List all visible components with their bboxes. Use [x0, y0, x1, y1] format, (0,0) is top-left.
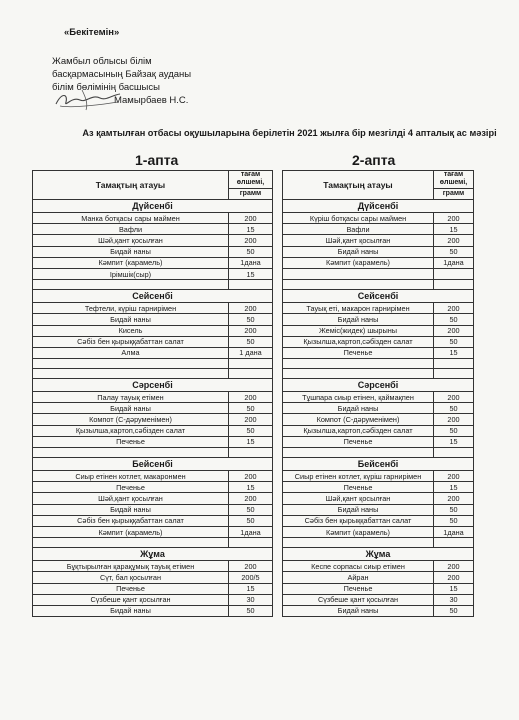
dish-name: Печенье: [283, 436, 434, 447]
portion-size: 30: [229, 594, 273, 605]
table-row: [283, 246, 474, 257]
table-row: [33, 403, 273, 414]
spacer-row: [33, 538, 273, 548]
table-row: [283, 561, 474, 572]
week-1-title: 1-апта: [135, 152, 179, 168]
dish-name: Компот (С-дәруменімен): [33, 414, 229, 425]
dish-name: Вафли: [283, 224, 434, 235]
dish-name: Сүзбеше қант қосылған: [283, 594, 434, 605]
table-row: [283, 213, 474, 224]
portion-size: 200: [434, 235, 474, 246]
day-name: Сәрсенбі: [283, 379, 474, 392]
day-header-row: [33, 290, 273, 303]
dish-name: Бидай наны: [33, 314, 229, 325]
table-row: [33, 224, 273, 235]
table-row: [33, 325, 273, 336]
spacer-cell: [434, 280, 474, 290]
table-row: [33, 347, 273, 358]
spacer-row: [33, 359, 273, 369]
signature-icon: [52, 86, 122, 112]
spacer-cell: [283, 280, 434, 290]
spacer-cell: [434, 538, 474, 548]
portion-size: 15: [434, 224, 474, 235]
dish-name: Бидай наны: [33, 605, 229, 616]
dish-name: Бидай наны: [283, 605, 434, 616]
dish-name: Шәй,қант қосылған: [283, 235, 434, 246]
dish-name: Күріш ботқасы сары маймен: [283, 213, 434, 224]
table-row: [283, 235, 474, 246]
table-row: [283, 594, 474, 605]
table-row: [283, 257, 474, 268]
portion-size: 50: [229, 246, 273, 257]
dish-name: Печенье: [33, 436, 229, 447]
table-row: [283, 336, 474, 347]
spacer-cell: [434, 448, 474, 458]
portion-size: 50: [229, 605, 273, 616]
portion-size: 200: [229, 493, 273, 504]
dish-name: Бидай наны: [283, 504, 434, 515]
dish-name: Кәмпит (карамель): [33, 257, 229, 268]
spacer-row: [283, 538, 474, 548]
approval-line-3: білім бөлімінің басшысы: [52, 82, 160, 93]
dish-name: Палау тауық етімен: [33, 392, 229, 403]
spacer-cell: [229, 369, 273, 379]
table-row: [283, 605, 474, 616]
spacer-cell: [283, 538, 434, 548]
week-2-title: 2-апта: [352, 152, 396, 168]
spacer-cell: [283, 359, 434, 369]
day-header-row: [283, 379, 474, 392]
portion-size: 1дана: [434, 526, 474, 537]
dish-name: Тефтели, күріш гарнирімен: [33, 303, 229, 314]
portion-size: 30: [434, 594, 474, 605]
approval-signer: Мамырбаев Н.С.: [114, 95, 189, 106]
dish-name: Қызылша,картоп,сәбізден салат: [283, 336, 434, 347]
spacer-cell: [229, 359, 273, 369]
table-row: [283, 224, 474, 235]
dish-name: [283, 268, 434, 279]
portion-size: 15: [229, 482, 273, 493]
dish-name: Манка ботқасы сары маймен: [33, 213, 229, 224]
table-row: [283, 572, 474, 583]
table-row: [33, 268, 273, 279]
portion-size: 200: [229, 471, 273, 482]
dish-name: Бидай наны: [283, 246, 434, 257]
day-name: Дүйсенбі: [283, 200, 474, 213]
dish-name: Шәй,қант қосылған: [33, 235, 229, 246]
table-row: [33, 336, 273, 347]
day-name: Сейсенбі: [283, 290, 474, 303]
portion-size: 15: [229, 436, 273, 447]
day-header-row: [283, 458, 474, 471]
table-row: [33, 493, 273, 504]
portion-size: 15: [229, 268, 273, 279]
spacer-row: [283, 359, 474, 369]
dish-name: Бидай наны: [283, 314, 434, 325]
week-1-menu-table: [32, 170, 273, 617]
dish-name: Печенье: [33, 583, 229, 594]
table-row: [283, 504, 474, 515]
table-row: [283, 268, 474, 279]
day-name: Сейсенбі: [33, 290, 273, 303]
dish-name: Вафли: [33, 224, 229, 235]
portion-size: [434, 268, 474, 279]
dish-name: Кисель: [33, 325, 229, 336]
spacer-row: [33, 369, 273, 379]
table-row: [33, 392, 273, 403]
dish-name: Компот (С-дәруменімен): [283, 414, 434, 425]
table-row: [33, 572, 273, 583]
spacer-row: [283, 369, 474, 379]
dish-name: Бидай наны: [33, 504, 229, 515]
table-row: [33, 482, 273, 493]
portion-size: 50: [229, 504, 273, 515]
portion-size: 50: [434, 515, 474, 526]
dish-name: Сиыр етінен котлет, макаронмен: [33, 471, 229, 482]
dish-name: Қызылша,картоп,сәбізден салат: [33, 425, 229, 436]
dish-name: Айран: [283, 572, 434, 583]
portion-size: 200: [434, 572, 474, 583]
day-header-row: [283, 548, 474, 561]
portion-size: 50: [434, 605, 474, 616]
table-row: [283, 425, 474, 436]
spacer-cell: [229, 448, 273, 458]
portion-size: 200: [434, 493, 474, 504]
portion-size: 50: [229, 515, 273, 526]
column-header-unit: грамм: [229, 188, 273, 199]
table-row: [33, 605, 273, 616]
portion-size: 1дана: [434, 257, 474, 268]
portion-size: 1дана: [229, 526, 273, 537]
portion-size: 1дана: [229, 257, 273, 268]
dish-name: Қызылша,картоп,сәбізден салат: [283, 425, 434, 436]
table-row: [283, 482, 474, 493]
table-row: [33, 425, 273, 436]
day-name: Дүйсенбі: [33, 200, 273, 213]
table-row: [283, 493, 474, 504]
spacer-row: [33, 280, 273, 290]
portion-size: 200: [229, 303, 273, 314]
table-row: [33, 526, 273, 537]
portion-size: 50: [434, 403, 474, 414]
dish-name: Ірімшік(сыр): [33, 268, 229, 279]
table-row: [283, 436, 474, 447]
spacer-row: [283, 448, 474, 458]
dish-name: Бидай наны: [33, 403, 229, 414]
portion-size: 50: [434, 314, 474, 325]
dish-name: Сәбіз бен қырыққабаттан салат: [283, 515, 434, 526]
dish-name: Сәбіз бен қырыққабаттан салат: [33, 515, 229, 526]
spacer-row: [283, 280, 474, 290]
day-header-row: [33, 200, 273, 213]
portion-size: 200: [229, 414, 273, 425]
dish-name: Бұқтырылған қарақұмық тауық етімен: [33, 561, 229, 572]
table-row: [33, 257, 273, 268]
table-row: [283, 515, 474, 526]
approval-line-1: Жамбыл облысы білім: [52, 56, 152, 67]
column-header-norm: тағам өлшемі,: [434, 171, 474, 189]
dish-name: Бидай наны: [283, 403, 434, 414]
column-header-name: Тамақтың атауы: [283, 171, 434, 200]
day-name: Сәрсенбі: [33, 379, 273, 392]
table-row: [33, 235, 273, 246]
dish-name: Шәй,қант қосылған: [33, 493, 229, 504]
portion-size: 50: [434, 425, 474, 436]
portion-size: 15: [229, 224, 273, 235]
portion-size: 200: [229, 561, 273, 572]
dish-name: Печенье: [283, 347, 434, 358]
day-header-row: [283, 200, 474, 213]
portion-size: 200: [434, 414, 474, 425]
dish-name: Бидай наны: [33, 246, 229, 257]
spacer-cell: [229, 280, 273, 290]
spacer-cell: [33, 359, 229, 369]
portion-size: 200: [434, 213, 474, 224]
day-name: Бейсенбі: [283, 458, 474, 471]
portion-size: 50: [229, 336, 273, 347]
day-header-row: [33, 379, 273, 392]
portion-size: 50: [434, 504, 474, 515]
dish-name: Кәмпит (карамель): [33, 526, 229, 537]
column-header-norm: тағам өлшемі,: [229, 171, 273, 189]
portion-size: 200: [434, 325, 474, 336]
portion-size: 200: [434, 392, 474, 403]
portion-size: 200: [229, 325, 273, 336]
dish-name: Сүзбеше қант қосылған: [33, 594, 229, 605]
table-row: [33, 504, 273, 515]
approval-line-2: басқармасының Байзақ ауданы: [52, 69, 192, 80]
dish-name: Алма: [33, 347, 229, 358]
day-header-row: [33, 458, 273, 471]
dish-name: Жеміс(жидек) шырыны: [283, 325, 434, 336]
table-row: [283, 403, 474, 414]
week-2-menu-table: [282, 170, 474, 617]
table-row: [33, 314, 273, 325]
table-row: [33, 414, 273, 425]
table-row: [33, 471, 273, 482]
portion-size: 50: [434, 246, 474, 257]
dish-name: Кеспе сорпасы сиыр етімен: [283, 561, 434, 572]
dish-name: Сүт, бал қосылған: [33, 572, 229, 583]
table-row: [33, 561, 273, 572]
spacer-cell: [33, 369, 229, 379]
table-row: [283, 347, 474, 358]
portion-size: 50: [229, 425, 273, 436]
dish-name: Кәмпит (карамель): [283, 526, 434, 537]
table-row: [283, 325, 474, 336]
table-row: [33, 436, 273, 447]
table-row: [283, 583, 474, 594]
day-name: Жұма: [33, 548, 273, 561]
table-row: [283, 303, 474, 314]
table-row: [33, 213, 273, 224]
dish-name: Тауық еті, макарон гарнирімен: [283, 303, 434, 314]
dish-name: Сиыр етінен котлет, күріш гарнирімен: [283, 471, 434, 482]
day-name: Бейсенбі: [33, 458, 273, 471]
dish-name: Печенье: [283, 482, 434, 493]
portion-size: 200: [434, 561, 474, 572]
portion-size: 15: [434, 347, 474, 358]
portion-size: 50: [434, 336, 474, 347]
portion-size: 15: [434, 583, 474, 594]
spacer-cell: [229, 538, 273, 548]
portion-size: 200/5: [229, 572, 273, 583]
day-header-row: [33, 548, 273, 561]
spacer-cell: [434, 359, 474, 369]
portion-size: 1 дана: [229, 347, 273, 358]
table-row: [283, 471, 474, 482]
portion-size: 50: [229, 314, 273, 325]
portion-size: 15: [434, 482, 474, 493]
portion-size: 200: [434, 303, 474, 314]
spacer-cell: [283, 448, 434, 458]
dish-name: Тұшпара сиыр етінен, қаймақпен: [283, 392, 434, 403]
dish-name: Печенье: [283, 583, 434, 594]
document-title: Аз қамтылған отбасы оқушыларына берілетін 2021 жылға бір мезгілді 4 апталық ас мәзірі: [82, 128, 497, 138]
column-header-unit: грамм: [434, 188, 474, 199]
portion-size: 50: [229, 403, 273, 414]
table-row: [33, 594, 273, 605]
spacer-cell: [283, 369, 434, 379]
table-row: [33, 515, 273, 526]
spacer-cell: [33, 280, 229, 290]
dish-name: Сәбіз бен қырыққабаттан салат: [33, 336, 229, 347]
table-row: [283, 314, 474, 325]
table-row: [283, 414, 474, 425]
table-row: [283, 392, 474, 403]
portion-size: 15: [229, 583, 273, 594]
spacer-row: [33, 448, 273, 458]
dish-name: Шәй,қант қосылған: [283, 493, 434, 504]
table-row: [33, 246, 273, 257]
spacer-cell: [33, 538, 229, 548]
table-row: [33, 303, 273, 314]
table-row: [283, 526, 474, 537]
day-header-row: [283, 290, 474, 303]
portion-size: 15: [434, 436, 474, 447]
portion-size: 200: [229, 392, 273, 403]
approval-label: «Бекітемін»: [64, 27, 120, 38]
dish-name: Печенье: [33, 482, 229, 493]
spacer-cell: [33, 448, 229, 458]
day-name: Жұма: [283, 548, 474, 561]
table-row: [33, 583, 273, 594]
spacer-cell: [434, 369, 474, 379]
portion-size: 200: [229, 235, 273, 246]
dish-name: Кәмпит (карамель): [283, 257, 434, 268]
portion-size: 200: [434, 471, 474, 482]
portion-size: 200: [229, 213, 273, 224]
column-header-name: Тамақтың атауы: [33, 171, 229, 200]
